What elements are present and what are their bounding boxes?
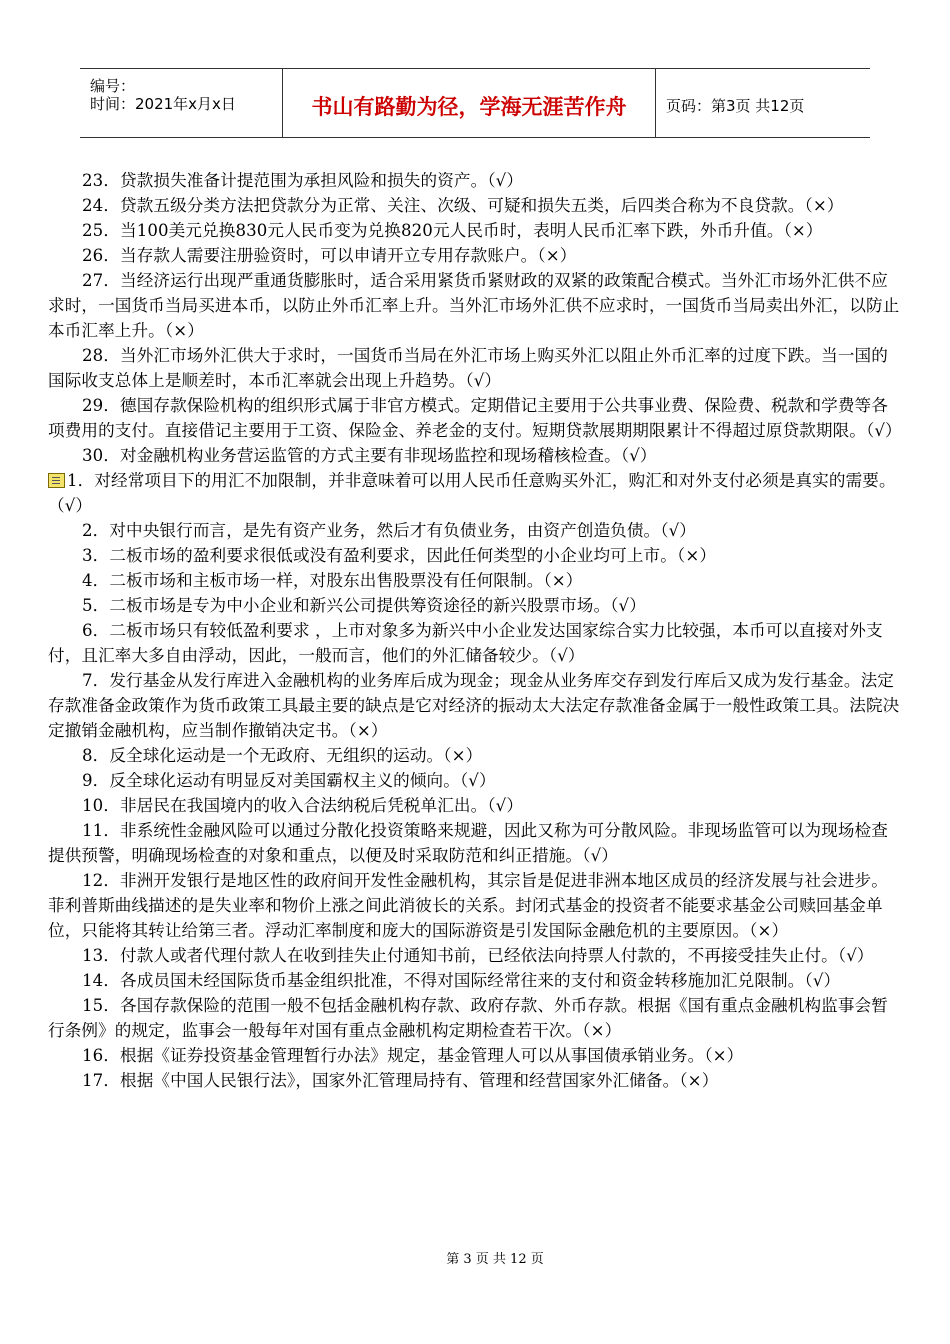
question-paragraph [48, 943, 902, 968]
question-paragraph [48, 393, 902, 443]
question-text: 27．当经济运行出现严重通货膨胀时，适合采用紧货币紧财政的双紧的政策配合模式。当外汇市场外汇供不应求时，一国货币当局买进本币，以防止外币汇率上升。当外汇市场外汇供不应求时，一国货币当局卖出外汇，以防止本币汇率上升。（×） [48, 271, 900, 340]
question-paragraph [48, 668, 902, 743]
question-text: 14．各成员国未经国际货币基金组织批准，不得对国际经常往来的支付和资金转移施加汇兑限制。（√） [82, 971, 841, 990]
page-header [80, 68, 870, 138]
question-text: 16．根据《证券投资基金管理暂行办法》规定，基金管理人可以从事国债承销业务。（×） [82, 1046, 744, 1065]
question-paragraph [48, 768, 902, 793]
question-paragraph [48, 868, 902, 943]
question-text: 8．反全球化运动是一个无政府、无组织的运动。（×） [82, 746, 483, 765]
question-text: 4．二板市场和主板市场一样，对股东出售股票没有任何限制。（×） [82, 571, 583, 590]
question-paragraph [48, 268, 902, 343]
header-meta-cell [80, 69, 282, 137]
question-paragraph [48, 593, 902, 618]
question-paragraph [48, 793, 902, 818]
number-label: 编号： [90, 77, 136, 95]
question-text: 13．付款人或者代理付款人在收到挂失止付通知书前，已经依法向持票人付款的，不再接受挂失止付。（√） [82, 946, 874, 965]
question-paragraph [48, 343, 902, 393]
question-text: 23．贷款损失准备计提范围为承担风险和损失的资产。（√） [82, 171, 524, 190]
question-text: 28．当外汇市场外汇供大于求时，一国货币当局在外汇市场上购买外汇以阻止外币汇率的过度下跌。当一国的国际收支总体上是顺差时，本币汇率就会出现上升趋势。（√） [48, 346, 888, 390]
header-motto-cell [282, 69, 656, 137]
question-paragraph [48, 968, 902, 993]
question-paragraph [48, 443, 902, 468]
question-text: 7．发行基金从发行库进入金融机构的业务库后成为现金；现金从业务库交存到发行库后又成为发行基金。法定存款准备金政策作为货币政策工具最主要的缺点是它对经济的振动太大法定存款准备金属于一般性政策工具。法院决定撤销金融机构，应当制作撤销决定书。（×） [48, 671, 900, 740]
question-text: 15．各国存款保险的范围一般不包括金融机构存款、政府存款、外币存款。根据《国有重点金融机构监事会暂行条例》的规定，监事会一般每年对国有重点金融机构定期检查若干次。（×） [48, 996, 888, 1040]
question-paragraph [48, 743, 902, 768]
question-text: 2．对中央银行而言，是先有资产业务，然后才有负债业务，由资产创造负债。（√） [82, 521, 697, 540]
question-paragraph [48, 618, 902, 668]
question-text: 12．非洲开发银行是地区性的政府间开发性金融机构，其宗旨是促进非洲本地区成员的经济发展与社会进步。菲利普斯曲线描述的是失业率和物价上涨之间此消彼长的关系。封闭式基金的投资者不能要求基金公司赎回基金单位，只能将其转让给第三者。浮动汇率制度和庞大的国际游资是引发国际金融危机的主要原因。（×） [48, 871, 888, 940]
question-paragraph [48, 993, 902, 1043]
question-text: 26．当存款人需要注册验资时，可以申请开立专用存款账户。（×） [82, 246, 577, 265]
question-text: 10．非居民在我国境内的收入合法纳税后凭税单汇出。（√） [82, 796, 524, 815]
document-body [48, 168, 902, 1093]
question-paragraph [48, 568, 902, 593]
question-text: 9．反全球化运动有明显反对美国霸权主义的倾向。（√） [82, 771, 496, 790]
question-paragraph [48, 518, 902, 543]
question-text: 24．贷款五级分类方法把贷款分为正常、关注、次级、可疑和损失五类，后四类合称为不良贷款。（×） [82, 196, 844, 215]
question-paragraph [48, 468, 902, 518]
header-page-cell [656, 69, 870, 137]
question-paragraph [48, 818, 902, 868]
question-text: 17．根据《中国人民银行法》，国家外汇管理局持有、管理和经营国家外汇储备。（×） [82, 1071, 719, 1090]
question-text: 11．非系统性金融风险可以通过分散化投资策略来规避，因此又称为可分散风险。非现场监管可以为现场检查提供预警，明确现场检查的对象和重点，以便及时采取防范和纠正措施。（√） [48, 821, 888, 865]
motto-text: 书山有路勤为径，学海无涯苦作舟 [311, 95, 627, 119]
question-paragraph [48, 218, 902, 243]
note-icon[interactable] [48, 473, 65, 488]
question-text: 25．当100美元兑换830元人民币变为兑换820元人民币时，表明人民币汇率下跌，外币升值。（×） [82, 221, 823, 240]
question-text: 5．二板市场是专为中小企业和新兴公司提供筹资途径的新兴股票市场。（√） [82, 596, 646, 615]
question-text: 6．二板市场只有较低盈利要求 ，上市对象多为新兴中小企业发达国家综合实力比较强，本币可以直接对外支付，且汇率大多自由浮动，因此，一般而言，他们的外汇储备较少。（√） [48, 621, 883, 665]
question-paragraph [48, 1068, 902, 1093]
question-paragraph [48, 1043, 902, 1068]
question-paragraph [48, 193, 902, 218]
question-paragraph [48, 168, 902, 193]
time-label: 时间：2021年x月x日 [90, 95, 236, 113]
question-paragraph [48, 243, 902, 268]
question-text: 30．对金融机构业务营运监管的方式主要有非现场监控和现场稽核检查。（√） [82, 446, 657, 465]
question-text: 3．二板市场的盈利要求很低或没有盈利要求，因此任何类型的小企业均可上市。（×） [82, 546, 717, 565]
question-text: 29．德国存款保险机构的组织形式属于非官方模式。定期借记主要用于公共事业费、保险费、税款和学费等各项费用的支付。直接借记主要用于工资、保险金、养老金的支付。短期贷款展期期限累计不得超过原贷款期限。（√） [48, 396, 902, 440]
page-info: 页码：第3页 共12页 [666, 97, 805, 115]
question-paragraph [48, 543, 902, 568]
page-footer: 第 3 页 共 12 页 [446, 1252, 544, 1267]
question-text: 1．对经常项目下的用汇不加限制，并非意味着可以用人民币任意购买外汇，购汇和对外支付必须是真实的需要。（√） [48, 471, 896, 515]
